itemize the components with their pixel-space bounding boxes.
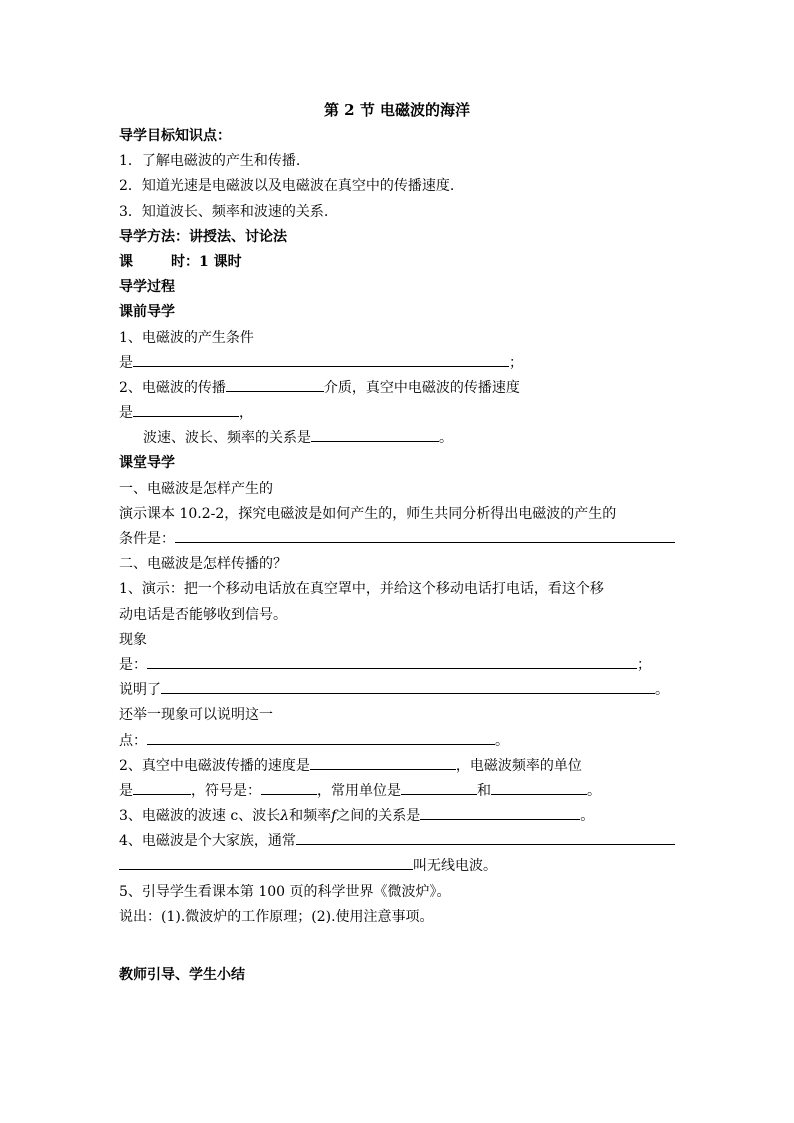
answer-blank[interactable] [401, 779, 477, 795]
answer-blank[interactable] [119, 854, 413, 870]
answer-blank[interactable] [147, 653, 637, 669]
answer-blank[interactable] [296, 829, 675, 845]
pre-question-1: 1、电磁波的产生条件 [119, 329, 254, 346]
worksheet-page [119, 96, 675, 988]
microwave-say: 说出：(1).微波炉的工作原理；(2).使用注意事项。 [119, 908, 434, 925]
answer-blank[interactable] [133, 351, 509, 367]
demo-text: 1、演示：把一个移动电话放在真空罩中，并给这个移动电话打电话，看这个移 [119, 581, 604, 598]
section-1-answer: 条件是： [119, 527, 675, 552]
in-class-heading: 课堂导学 [119, 455, 175, 472]
section-1-title: 一、电磁波是怎样产生的 [119, 480, 273, 497]
family-question: 4、电磁波是个大家族，通常 [119, 829, 675, 854]
answer-blank[interactable] [175, 527, 675, 543]
pre-class-heading: 课前导学 [119, 304, 175, 321]
objective-item: 2．知道光速是电磁波以及电磁波在真空中的传播速度. [119, 178, 455, 195]
summary-heading: 教师引导、学生小结 [119, 967, 245, 984]
relation-question: 3、电磁波的波速 c、波长λ和频率f之间的关系是 。 [119, 804, 675, 829]
answer-blank[interactable] [133, 401, 239, 417]
pre-question-2: 2、电磁波的传播 介质，真空中电磁波的传播速度 [119, 376, 675, 401]
pre-question-3: 波速、波长、频率的关系是 。 [119, 426, 675, 451]
answer-blank[interactable] [147, 729, 495, 745]
period-line: 课 时：1 课时 [119, 253, 242, 270]
answer-blank[interactable] [420, 804, 580, 820]
phenomenon-label: 现象 [119, 631, 147, 648]
objective-item: 3．知道波长、频率和波速的关系. [119, 203, 329, 220]
objective-item: 1．了解电磁波的产生和传播. [119, 153, 301, 170]
method-line: 导学方法：讲授法、讨论法 [119, 228, 287, 245]
process-heading: 导学过程 [119, 279, 175, 296]
demo-text: 动电话是否能够收到信号。 [119, 606, 287, 623]
speed-question: 2、真空中电磁波传播的速度是 ，电磁波频率的单位 [119, 754, 675, 779]
answer-blank[interactable] [261, 779, 317, 795]
example-answer: 点： 。 [119, 729, 675, 754]
answer-blank[interactable] [133, 779, 191, 795]
answer-blank[interactable] [310, 754, 456, 770]
answer-blank[interactable] [161, 678, 655, 694]
page-title: 第 2 节 电磁波的海洋 [323, 101, 471, 119]
unit-question: 是 ，符号是： ，常用单位是 和 。 [119, 779, 675, 804]
section-2-title: 二、电磁波是怎样传播的？ [119, 556, 287, 573]
explain-answer: 说明了 。 [119, 678, 675, 703]
family-answer: 叫无线电波。 [119, 854, 675, 879]
pre-question-2-answer: 是 ， [119, 401, 675, 426]
answer-blank[interactable] [226, 376, 324, 392]
example-text: 还举一现象可以说明这一 [119, 707, 273, 724]
objectives-heading: 导学目标知识点： [119, 128, 231, 144]
section-1-text: 演示课本 10.2-2，探究电磁波是如何产生的，师生共同分析得出电磁波的产生的 [119, 505, 617, 522]
microwave-item: 5、引导学生看课本第 100 页的科学世界《微波炉》。 [119, 883, 451, 900]
phenomenon-answer: 是： ； [119, 653, 675, 678]
pre-question-1-answer: 是 ； [119, 351, 675, 376]
answer-blank[interactable] [491, 779, 587, 795]
answer-blank[interactable] [311, 426, 439, 442]
